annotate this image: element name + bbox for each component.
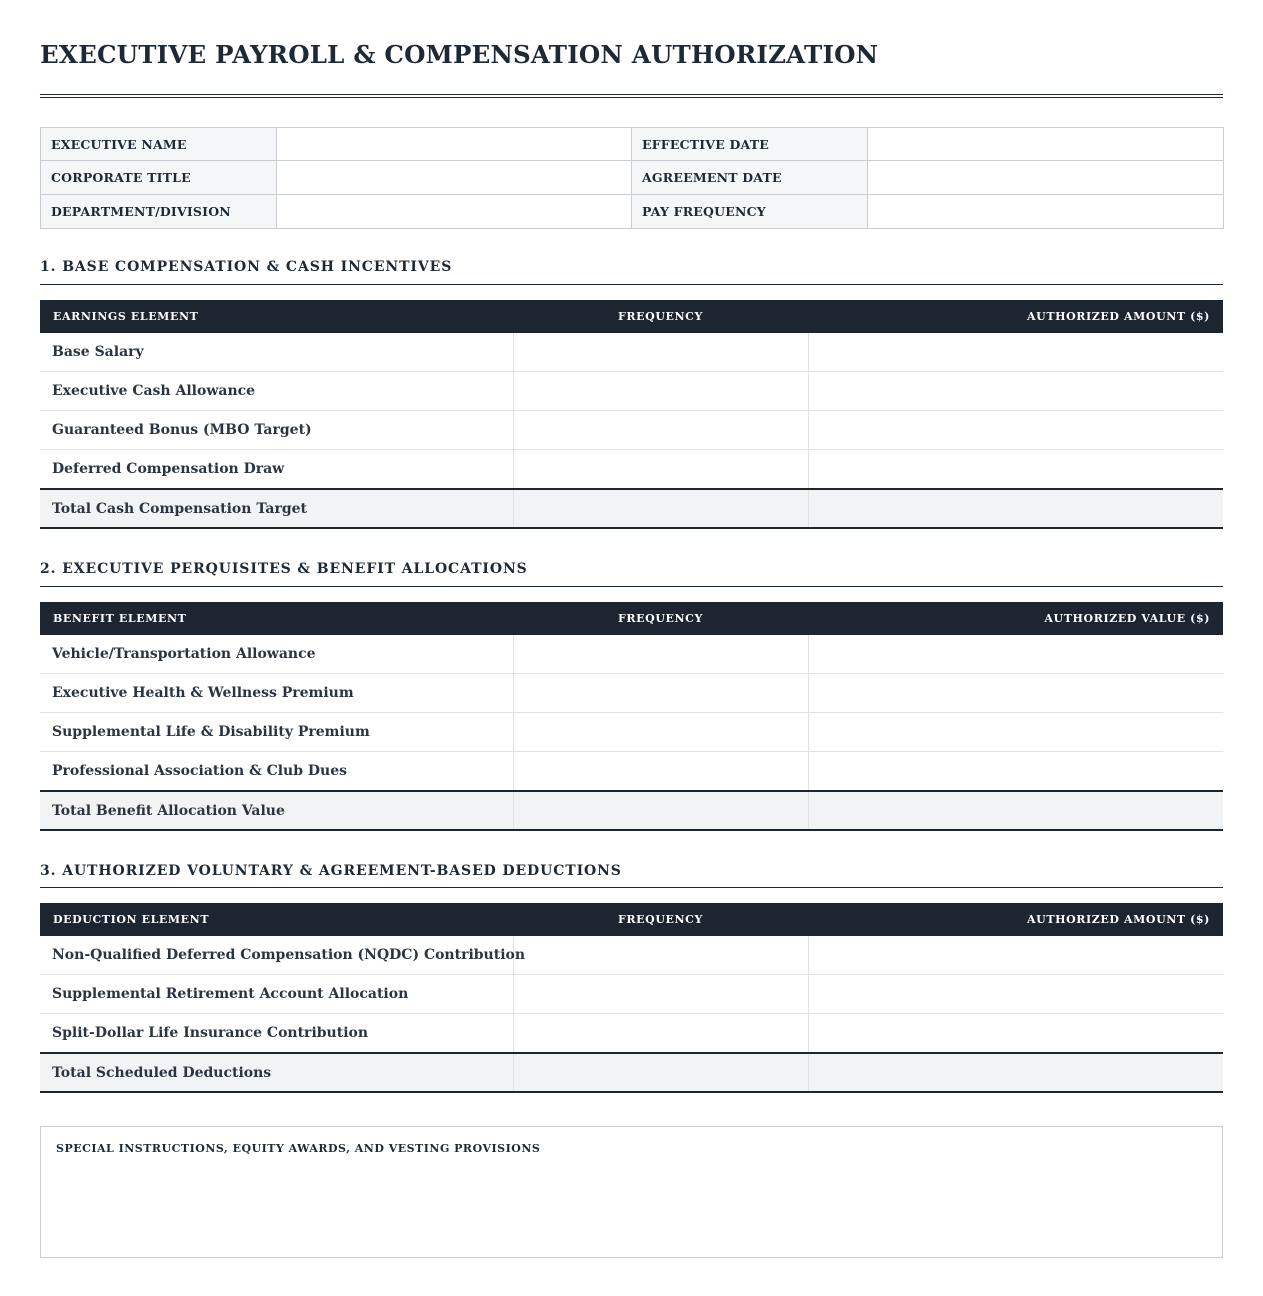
row-label: Base Salary <box>40 333 513 372</box>
row-label: Guaranteed Bonus (MBO Target) <box>40 411 513 450</box>
frequency-cell[interactable] <box>513 975 808 1014</box>
value-cell[interactable] <box>808 635 1223 674</box>
table-row <box>40 713 1223 752</box>
benefits-table <box>40 602 1223 831</box>
table-row <box>40 411 1223 450</box>
frequency-cell[interactable] <box>513 411 808 450</box>
total-label: Total Scheduled Deductions <box>40 1053 513 1092</box>
special-instructions-label: SPECIAL INSTRUCTIONS, EQUITY AWARDS, AND VESTING PROVISIONS <box>56 1142 541 1155</box>
table-header-row <box>40 300 1223 333</box>
section-3-rule <box>40 887 1223 888</box>
department-division-field[interactable] <box>277 195 632 229</box>
row-label: Supplemental Retirement Account Allocation <box>40 975 513 1014</box>
total-frequency-cell[interactable] <box>513 791 808 830</box>
title-rule-top <box>40 94 1223 95</box>
frequency-cell[interactable] <box>513 450 808 490</box>
row-label: Executive Cash Allowance <box>40 372 513 411</box>
frequency-cell[interactable] <box>513 713 808 752</box>
row-label: Executive Health & Wellness Premium <box>40 674 513 713</box>
column-header-element: BENEFIT ELEMENT <box>40 602 513 635</box>
frequency-cell[interactable] <box>513 372 808 411</box>
total-label: Total Benefit Allocation Value <box>40 791 513 830</box>
total-amount-cell[interactable] <box>808 1053 1223 1092</box>
corporate-title-field[interactable] <box>277 161 632 195</box>
total-frequency-cell[interactable] <box>513 489 808 528</box>
frequency-cell[interactable] <box>513 674 808 713</box>
total-frequency-cell[interactable] <box>513 1053 808 1092</box>
section-1-title: 1. BASE COMPENSATION & CASH INCENTIVES <box>40 259 453 275</box>
section-1-rule <box>40 284 1223 285</box>
value-cell[interactable] <box>808 752 1223 792</box>
total-label: Total Cash Compensation Target <box>40 489 513 528</box>
special-instructions-field[interactable] <box>56 1167 1207 1242</box>
amount-cell[interactable] <box>808 1014 1223 1054</box>
deductions-table <box>40 903 1223 1093</box>
pay-frequency-label: PAY FREQUENCY <box>632 195 868 229</box>
row-label: Vehicle/Transportation Allowance <box>40 635 513 674</box>
earnings-table <box>40 300 1223 529</box>
total-value-cell[interactable] <box>808 791 1223 830</box>
value-cell[interactable] <box>808 674 1223 713</box>
section-2-rule <box>40 586 1223 587</box>
column-header-amount: AUTHORIZED AMOUNT ($) <box>808 300 1223 333</box>
table-row <box>40 333 1223 372</box>
row-label: Split-Dollar Life Insurance Contribution <box>40 1014 513 1054</box>
row-label: Non-Qualified Deferred Compensation (NQDC) Contribution <box>40 936 513 975</box>
table-row <box>40 1014 1223 1054</box>
info-row <box>41 195 1224 229</box>
page-title: EXECUTIVE PAYROLL & COMPENSATION AUTHORIZATION <box>40 40 879 69</box>
table-row <box>40 635 1223 674</box>
section-3-title: 3. AUTHORIZED VOLUNTARY & AGREEMENT-BASED DEDUCTIONS <box>40 863 622 879</box>
total-row <box>40 489 1223 528</box>
corporate-title-label: CORPORATE TITLE <box>41 161 277 195</box>
table-header-row <box>40 903 1223 936</box>
column-header-element: EARNINGS ELEMENT <box>40 300 513 333</box>
column-header-frequency: FREQUENCY <box>513 602 808 635</box>
amount-cell[interactable] <box>808 936 1223 975</box>
amount-cell[interactable] <box>808 372 1223 411</box>
section-2-title: 2. EXECUTIVE PERQUISITES & BENEFIT ALLOCATIONS <box>40 561 528 577</box>
row-label: Deferred Compensation Draw <box>40 450 513 490</box>
table-row <box>40 674 1223 713</box>
total-row <box>40 791 1223 830</box>
column-header-amount: AUTHORIZED AMOUNT ($) <box>808 903 1223 936</box>
info-row <box>41 161 1224 195</box>
executive-name-label: EXECUTIVE NAME <box>41 128 277 161</box>
row-label: Professional Association & Club Dues <box>40 752 513 792</box>
amount-cell[interactable] <box>808 450 1223 490</box>
table-header-row <box>40 602 1223 635</box>
department-division-label: DEPARTMENT/DIVISION <box>41 195 277 229</box>
total-row <box>40 1053 1223 1092</box>
agreement-date-field[interactable] <box>868 161 1224 195</box>
pay-frequency-field[interactable] <box>868 195 1224 229</box>
table-row <box>40 975 1223 1014</box>
executive-name-field[interactable] <box>277 128 632 161</box>
column-header-frequency: FREQUENCY <box>513 300 808 333</box>
table-row <box>40 936 1223 975</box>
frequency-cell[interactable] <box>513 333 808 372</box>
frequency-cell[interactable] <box>513 752 808 792</box>
special-instructions-box[interactable] <box>40 1126 1223 1258</box>
row-label: Supplemental Life & Disability Premium <box>40 713 513 752</box>
amount-cell[interactable] <box>808 333 1223 372</box>
amount-cell[interactable] <box>808 975 1223 1014</box>
frequency-cell[interactable] <box>513 1014 808 1054</box>
column-header-element: DEDUCTION ELEMENT <box>40 903 513 936</box>
effective-date-label: EFFECTIVE DATE <box>632 128 868 161</box>
column-header-value: AUTHORIZED VALUE ($) <box>808 602 1223 635</box>
table-row <box>40 450 1223 490</box>
value-cell[interactable] <box>808 713 1223 752</box>
frequency-cell[interactable] <box>513 936 808 975</box>
table-row <box>40 372 1223 411</box>
frequency-cell[interactable] <box>513 635 808 674</box>
column-header-frequency: FREQUENCY <box>513 903 808 936</box>
effective-date-field[interactable] <box>868 128 1224 161</box>
executive-info-grid <box>40 127 1224 229</box>
table-row <box>40 752 1223 792</box>
agreement-date-label: AGREEMENT DATE <box>632 161 868 195</box>
amount-cell[interactable] <box>808 411 1223 450</box>
total-amount-cell[interactable] <box>808 489 1223 528</box>
info-row <box>41 128 1224 161</box>
title-rule-bottom <box>40 97 1223 98</box>
